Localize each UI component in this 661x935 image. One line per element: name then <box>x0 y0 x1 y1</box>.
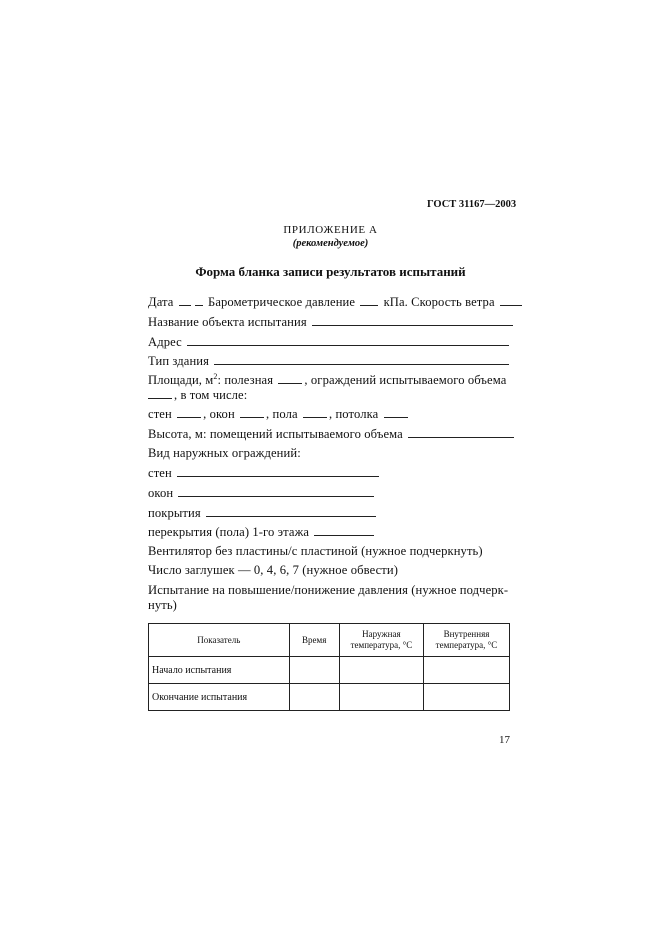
row-label-end: Окончание испытания <box>149 684 290 711</box>
cell-start-inner-temp[interactable] <box>423 657 509 684</box>
baro-unit: кПа. Скорость ветра <box>383 295 495 309</box>
area-label: Площади, м <box>148 373 214 388</box>
cell-end-time[interactable] <box>289 684 339 711</box>
form-line-enc-floor <box>148 524 376 540</box>
height-label: Высота, м: помещений испытываемого объема <box>148 427 403 441</box>
results-table <box>148 623 510 711</box>
form-line-test <box>148 583 508 598</box>
form-line-object <box>148 314 515 330</box>
row-label-start: Начало испытания <box>149 657 290 684</box>
cell-start-outer-temp[interactable] <box>339 657 423 684</box>
date-label: Дата <box>148 295 174 309</box>
windows-label: , окон <box>203 407 235 421</box>
cell-start-time[interactable] <box>289 657 339 684</box>
test-label-line2: нуть) <box>148 598 177 612</box>
form-line-fan <box>148 544 483 559</box>
cell-end-outer-temp[interactable] <box>339 684 423 711</box>
date-day-blank[interactable] <box>179 294 191 306</box>
test-label-line1: Испытание на повышение/понижение давления (нужное подчерк- <box>148 583 509 597</box>
ceiling-blank[interactable] <box>384 406 408 418</box>
windows-blank[interactable] <box>240 406 264 418</box>
address-blank[interactable] <box>187 334 509 346</box>
enc-floor-blank[interactable] <box>314 524 374 536</box>
enc-floor-label: перекрытия (пола) 1-го этажа <box>148 525 310 539</box>
area-useful-label: : полезная <box>217 373 274 388</box>
object-name-label: Название объекта испытания <box>148 315 307 329</box>
address-label: Адрес <box>148 335 182 349</box>
form-line-enc-walls <box>148 465 381 481</box>
form-line-enc-windows <box>148 485 376 501</box>
inner-temp-line2: температура, °С <box>435 640 498 650</box>
date-month-blank[interactable] <box>195 294 203 306</box>
appendix-note: (рекомендуемое) <box>292 238 369 249</box>
walls-label: стен <box>148 407 172 421</box>
form-line-date <box>148 294 524 310</box>
outer-temp-line1: Наружная <box>362 629 401 639</box>
outer-temp-line2: температура, °С <box>350 640 413 650</box>
form-line-building <box>148 353 511 369</box>
floor-blank[interactable] <box>303 406 327 418</box>
col-header-outer-temp <box>339 624 423 657</box>
enclosure-type-label: Вид наружных ограждений: <box>148 446 301 460</box>
fan-label: Вентилятор без пластины/с пластиной (нужное подчеркнуть) <box>148 544 483 558</box>
inner-temp-line1: Внутренняя <box>443 629 490 639</box>
enc-walls-label: стен <box>148 466 172 480</box>
form-line-height <box>148 426 516 442</box>
col-header-indicator: Показатель <box>149 624 290 657</box>
floor-label: , пола <box>266 407 298 421</box>
ceiling-label: , потолка <box>328 407 379 421</box>
form-line-plugs <box>148 563 398 578</box>
enc-windows-blank[interactable] <box>178 485 374 497</box>
enc-roof-label: покрытия <box>148 506 201 520</box>
area-useful-blank[interactable] <box>278 372 302 384</box>
table-row <box>149 657 510 684</box>
form-line-address <box>148 334 511 350</box>
object-name-blank[interactable] <box>312 314 513 326</box>
enc-windows-label: окон <box>148 486 174 500</box>
form-line-test-cont <box>148 598 177 613</box>
form-line-areas <box>148 372 506 388</box>
walls-blank[interactable] <box>177 406 201 418</box>
plugs-label: Число заглушек — 0, 4, 6, 7 (нужное обвести) <box>148 563 399 577</box>
form-line-enclosures <box>148 446 301 461</box>
appendix-title: ПРИЛОЖЕНИЕ А <box>283 224 378 236</box>
building-type-blank[interactable] <box>214 353 509 365</box>
col-header-inner-temp <box>423 624 509 657</box>
form-line-enc-roof <box>148 505 378 521</box>
form-line-areas-cont <box>148 387 247 403</box>
table-row <box>149 684 510 711</box>
form-line-surfaces <box>148 406 410 422</box>
enc-roof-blank[interactable] <box>206 505 376 517</box>
area-superscript: 2 <box>213 372 218 381</box>
area-enclosures-label: , ограждений испытываемого объема <box>304 373 507 388</box>
area-incl-label: , в том числе: <box>174 388 248 402</box>
area-enclosures-blank[interactable] <box>148 387 172 399</box>
enc-walls-blank[interactable] <box>177 465 379 477</box>
baro-label: Барометрическое давление <box>208 295 356 309</box>
table-header-row <box>149 624 510 657</box>
document-id: ГОСТ 31167—2003 <box>427 199 517 210</box>
col-header-time: Время <box>289 624 339 657</box>
baro-blank[interactable] <box>360 294 378 306</box>
page-number: 17 <box>499 734 510 746</box>
form-title: Форма бланка записи результатов испытаний <box>195 264 466 279</box>
wind-blank[interactable] <box>500 294 522 306</box>
height-blank[interactable] <box>408 426 514 438</box>
building-type-label: Тип здания <box>148 354 210 368</box>
cell-end-inner-temp[interactable] <box>423 684 509 711</box>
